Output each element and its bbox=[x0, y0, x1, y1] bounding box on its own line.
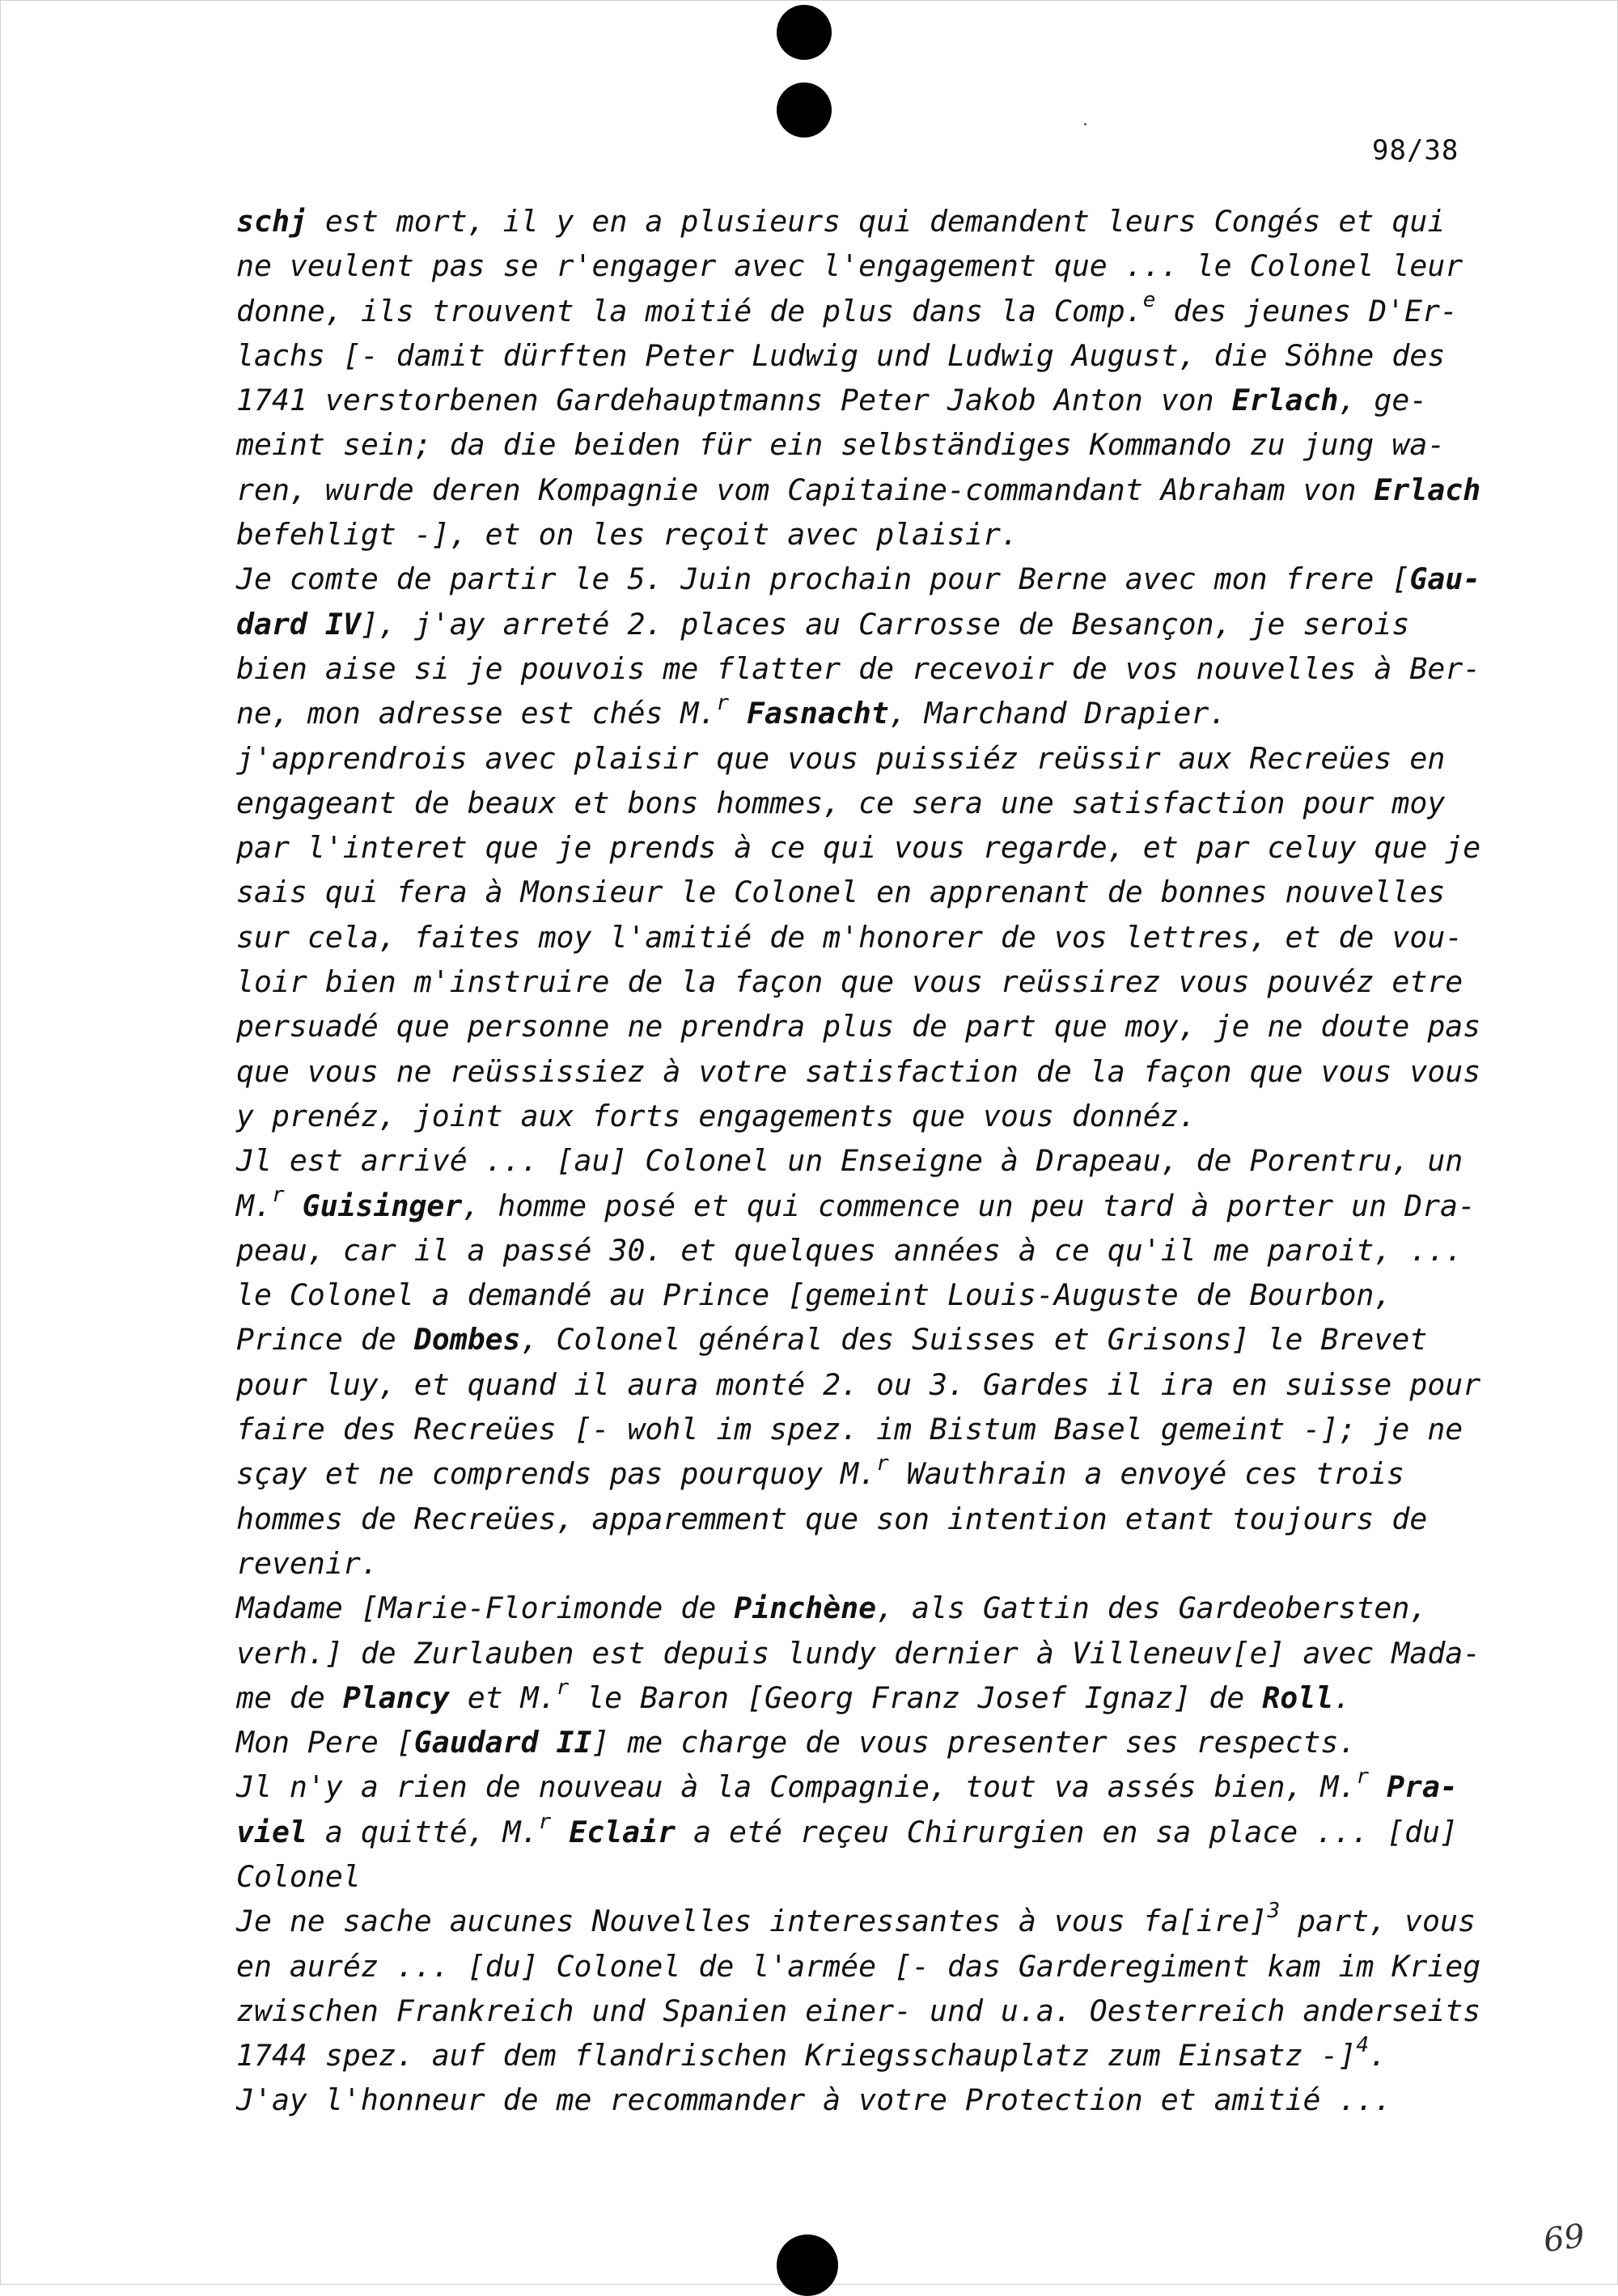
text-line bbox=[236, 289, 1482, 333]
text-line bbox=[236, 1989, 1482, 2033]
bold-name: Dombes bbox=[413, 1322, 521, 1358]
text-segment bbox=[729, 696, 747, 731]
text-segment: M. bbox=[236, 1188, 272, 1223]
text-segment: Je comte de partir le 5. Juin prochain pour Berne avec mon frere [ bbox=[236, 561, 1410, 597]
superscript: r bbox=[876, 1451, 889, 1476]
text-segment: Prince de bbox=[236, 1322, 414, 1358]
text-segment: 1741 verstorbenen Gardehauptmanns Peter Jakob Anton von bbox=[236, 383, 1232, 418]
text-segment: Je ne sache aucunes Nouvelles interessantes à vous fa[ire] bbox=[236, 1904, 1268, 1939]
text-line bbox=[236, 870, 1482, 914]
letter-body bbox=[236, 199, 1482, 2123]
text-segment: j'apprendrois avec plaisir que vous puissiéz reüssir aux Recreües en bbox=[236, 740, 1446, 776]
text-line bbox=[236, 1184, 1482, 1228]
text-segment: bien aise si je pouvois me flatter de recevoir de vos nouvelles à Ber- bbox=[236, 650, 1481, 686]
text-line bbox=[236, 1944, 1482, 1989]
text-segment: des jeunes D'Er- bbox=[1155, 293, 1458, 328]
page-reference: 98/38 bbox=[1372, 134, 1459, 167]
superscript: 3 bbox=[1267, 1899, 1281, 1924]
text-segment: sçay et ne comprends pas pourquoy M. bbox=[236, 1456, 877, 1492]
text-line bbox=[236, 1631, 1482, 1675]
text-segment: a quitté, M. bbox=[307, 1814, 539, 1849]
text-segment: part, vous bbox=[1280, 1904, 1476, 1939]
text-line bbox=[236, 1407, 1482, 1451]
text-line bbox=[236, 736, 1482, 781]
text-segment: ne veulent pas se r'engager avec l'engagement que ... le Colonel leur bbox=[236, 248, 1463, 284]
text-line bbox=[236, 1764, 1482, 1809]
text-line bbox=[236, 1720, 1482, 1764]
text-line bbox=[236, 915, 1482, 959]
superscript: r bbox=[716, 691, 729, 716]
superscript: 4 bbox=[1356, 2033, 1370, 2058]
text-line bbox=[236, 1899, 1482, 1943]
text-segment: verh.] de Zurlauben est depuis lundy dernier à Villeneuv[e] avec Mada- bbox=[236, 1635, 1481, 1671]
text-segment: befehligt -], et on les reçoit avec plaisir. bbox=[236, 517, 1019, 553]
text-line bbox=[236, 959, 1482, 1004]
bold-name: Fasnacht bbox=[746, 696, 889, 731]
text-segment: Mon Pere [ bbox=[236, 1725, 414, 1760]
text-segment: faire des Recreües [- wohl im spez. im Bistum Basel gemeint -]; je ne bbox=[236, 1412, 1463, 1447]
text-segment: est mort, il y en a plusieurs qui demandent leurs Congés et qui bbox=[307, 204, 1446, 239]
text-line bbox=[236, 1317, 1482, 1362]
text-segment: par l'interet que je prends à ce qui vous regarde, et par celuy que je bbox=[236, 830, 1481, 866]
text-segment: peau, car il a passé 30. et quelques années à ce qu'il me paroit, ... bbox=[236, 1232, 1463, 1268]
superscript: r bbox=[1356, 1764, 1370, 1790]
text-segment: Jl est arrivé ... [au] Colonel un Enseigne à Drapeau, de Porentru, un bbox=[236, 1143, 1463, 1179]
text-segment: en auréz ... [du] Colonel de l'armée [- das Garderegiment kam im Krieg bbox=[236, 1948, 1481, 1984]
bold-name: dard IV bbox=[236, 606, 361, 642]
text-line bbox=[236, 646, 1482, 691]
text-line bbox=[236, 422, 1482, 467]
handwritten-folio-number: 69 bbox=[1541, 2217, 1587, 2260]
text-line bbox=[236, 1854, 1482, 1899]
text-segment: a eté reçeu Chirurgien en sa place ... [du] bbox=[676, 1814, 1458, 1849]
text-segment: que vous ne reüssissiez à votre satisfaction de la façon que vous vous bbox=[236, 1053, 1481, 1089]
text-segment: sur cela, faites moy l'amitié de m'honorer de vos lettres, et de vou- bbox=[236, 919, 1463, 955]
superscript: r bbox=[538, 1809, 552, 1834]
text-segment: pour luy, et quand il aura monté 2. ou 3. Gardes il ira en suisse pour bbox=[236, 1366, 1481, 1402]
text-segment: ], j'ay arreté 2. places au Carrosse de Besançon, je serois bbox=[360, 606, 1410, 642]
text-segment: ren, wurde deren Kompagnie vom Capitaine-commandant Abraham von bbox=[236, 472, 1374, 507]
text-segment: . bbox=[1369, 2038, 1387, 2074]
text-segment: , Colonel général des Suisses et Grisons] le Brevet bbox=[520, 1322, 1428, 1358]
text-line bbox=[236, 1497, 1482, 1541]
text-segment: Madame [Marie-Florimonde de bbox=[236, 1591, 735, 1626]
text-line bbox=[236, 1228, 1482, 1273]
text-segment: zwischen Frankreich und Spanien einer- und u.a. Oesterreich anderseits bbox=[236, 1993, 1481, 2028]
text-segment: y prenéz, joint aux forts engagements que vous donnéz. bbox=[236, 1098, 1197, 1133]
punch-hole-bottom bbox=[777, 2235, 838, 2296]
bold-name: Eclair bbox=[569, 1814, 676, 1849]
text-segment: lachs [- damit dürften Peter Ludwig und Ludwig August, die Söhne des bbox=[236, 337, 1446, 373]
text-segment bbox=[285, 1188, 303, 1223]
text-segment: le Baron [Georg Franz Josef Ignaz] de bbox=[569, 1680, 1263, 1715]
text-line bbox=[236, 1541, 1482, 1586]
bold-name: Erlach bbox=[1231, 383, 1339, 418]
text-line bbox=[236, 378, 1482, 422]
text-segment: sais qui fera à Monsieur le Colonel en apprenant de bonnes nouvelles bbox=[236, 875, 1446, 910]
text-line bbox=[236, 1810, 1482, 1854]
punch-hole-top bbox=[777, 5, 832, 60]
text-segment: donne, ils trouvent la moitié de plus dans la Comp. bbox=[236, 293, 1143, 328]
text-segment: . bbox=[1333, 1680, 1352, 1715]
text-line bbox=[236, 1451, 1482, 1496]
bold-name: Gau- bbox=[1409, 561, 1481, 597]
text-line bbox=[236, 1273, 1482, 1317]
superscript: e bbox=[1142, 288, 1156, 313]
bold-name: viel bbox=[236, 1814, 307, 1849]
bold-name: Guisinger bbox=[302, 1188, 463, 1223]
bold-name: Roll bbox=[1262, 1680, 1334, 1715]
text-line bbox=[236, 199, 1482, 244]
superscript: r bbox=[556, 1675, 570, 1700]
text-line bbox=[236, 691, 1482, 735]
text-segment: ] me charge de vous presenter ses respects. bbox=[591, 1725, 1357, 1760]
text-segment: le Colonel a demandé au Prince [gemeint Louis-Auguste de Bourbon, bbox=[236, 1277, 1392, 1313]
text-segment: ne, mon adresse est chés M. bbox=[236, 696, 717, 731]
bold-name: Pinchène bbox=[734, 1591, 877, 1626]
bold-name: Erlach bbox=[1374, 472, 1481, 507]
text-line bbox=[236, 1094, 1482, 1138]
text-segment: engageant de beaux et bons hommes, ce sera une satisfaction pour moy bbox=[236, 785, 1446, 820]
bold-name: Pra- bbox=[1387, 1769, 1458, 1805]
text-segment: me de bbox=[236, 1680, 343, 1715]
text-segment: , als Gattin des Gardeobersten, bbox=[876, 1591, 1428, 1626]
text-segment: Wauthrain a envoyé ces trois bbox=[888, 1456, 1405, 1492]
text-segment: 1744 spez. auf dem flandrischen Kriegsschauplatz zum Einsatz -] bbox=[236, 2038, 1357, 2074]
text-segment: J'ay l'honneur de me recommander à votre Protection et amitié ... bbox=[236, 2082, 1392, 2118]
text-segment: hommes de Recreües, apparemment que son intention etant toujours de bbox=[236, 1501, 1428, 1536]
text-segment: , Marchand Drapier. bbox=[888, 696, 1227, 731]
text-line bbox=[236, 1586, 1482, 1630]
scan-speck bbox=[1084, 123, 1086, 125]
text-line bbox=[236, 825, 1482, 870]
superscript: r bbox=[271, 1183, 285, 1208]
text-line bbox=[236, 333, 1482, 378]
text-segment: , ge- bbox=[1338, 383, 1428, 418]
text-line bbox=[236, 602, 1482, 646]
text-segment: revenir. bbox=[236, 1545, 379, 1581]
text-line bbox=[236, 781, 1482, 825]
text-segment bbox=[1369, 1769, 1387, 1804]
text-segment: meint sein; da die beiden für ein selbständiges Kommando zu jung wa- bbox=[236, 427, 1446, 463]
text-line bbox=[236, 512, 1482, 557]
bold-name: Gaudard II bbox=[413, 1725, 592, 1760]
text-line bbox=[236, 244, 1482, 288]
text-line bbox=[236, 2033, 1482, 2078]
text-segment: Colonel bbox=[236, 1858, 361, 1894]
bold-name: Plancy bbox=[342, 1680, 450, 1715]
text-segment: et M. bbox=[449, 1680, 557, 1715]
text-line bbox=[236, 2078, 1482, 2122]
text-line bbox=[236, 1138, 1482, 1183]
text-line bbox=[236, 557, 1482, 601]
text-segment: Jl n'y a rien de nouveau à la Compagnie, tout va assés bien, M. bbox=[236, 1769, 1357, 1805]
text-segment: persuadé que personne ne prendra plus de part que moy, je ne doute pas bbox=[236, 1009, 1481, 1044]
text-line bbox=[236, 1675, 1482, 1720]
punch-hole-second bbox=[777, 83, 832, 138]
text-line bbox=[236, 1049, 1482, 1094]
text-segment bbox=[551, 1815, 569, 1849]
text-line bbox=[236, 1004, 1482, 1048]
text-line bbox=[236, 468, 1482, 512]
text-segment: loir bien m'instruire de la façon que vous reüssirez vous pouvéz etre bbox=[236, 964, 1463, 1000]
text-segment: , homme posé et qui commence un peu tard à porter un Dra- bbox=[462, 1188, 1476, 1223]
bold-name: schj bbox=[236, 204, 307, 239]
text-line bbox=[236, 1362, 1482, 1407]
